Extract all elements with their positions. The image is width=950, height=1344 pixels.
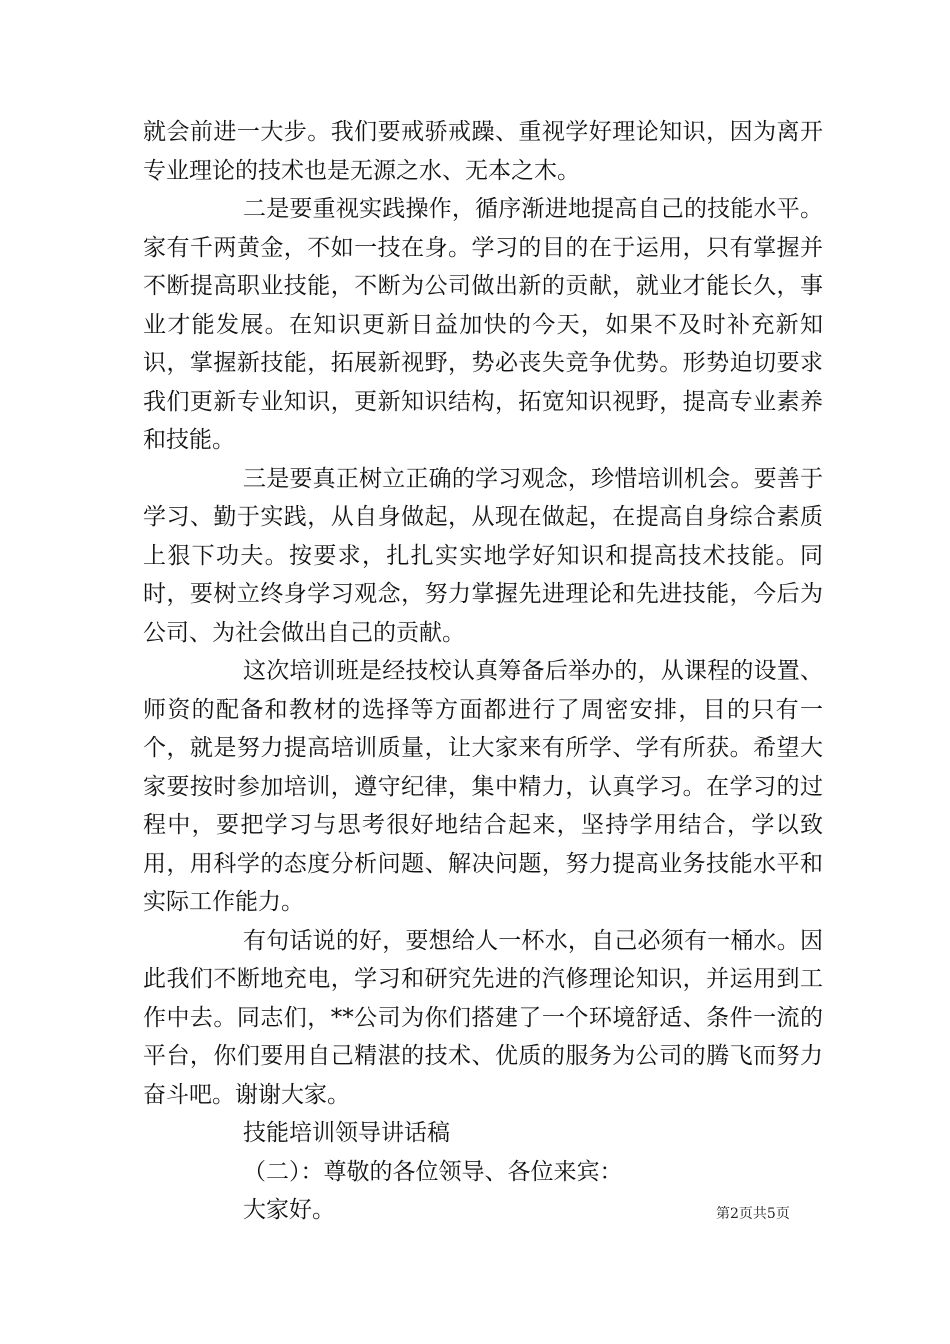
paragraph-continuation: 就会前进一大步。我们要戒骄戒躁、重视学好理论知识，因为离开专业理论的技术也是无源之水、无本之木。 (143, 119, 823, 184)
paragraph-training-class: 这次培训班是经技校认真筹备后举办的，从课程的设置、师资的配备和教材的选择等方面都进行了周密安排，目的只有一个，就是努力提高培训质量，让大家来有所学、学有所获。希望大家要按时参加培训，遵守纪律，集中精力，认真学习。在学习的过程中，要把学习与思考很好地结合起来，坚持学用结合，学以致用，用科学的态度分析问题、解决问题，努力提高业务技能水平和实际工作能力。 (143, 658, 823, 915)
page-number-footer: 第2页共5页 (716, 1206, 790, 1222)
paragraph-closing: 有句话说的好，要想给人一杯水，自己必须有一桶水。因此我们不断地充电，学习和研究先进的汽修理论知识，并运用到工作中去。同志们，**公司为你们搭建了一个环境舒适、条件一流的平台，你们要用自己精湛的技术、优质的服务为公司的腾飞而努力奋斗吧。谢谢大家。 (143, 927, 823, 1108)
document-body (143, 113, 823, 1230)
paragraph-learning-attitude: 三是要真正树立正确的学习观念，珍惜培训机会。要善于学习、勤于实践，从自身做起，从现在做起，在提高自身综合素质上狠下功夫。按要求，扎扎实实地学好知识和提高技术技能。同时，要树立终身学习观念，努力掌握先进理论和先进技能，今后为公司、为社会做出自己的贡献。 (143, 465, 823, 646)
salutation: （二）：尊敬的各位领导、各位来宾： (243, 1158, 623, 1185)
greeting: 大家好。 (243, 1197, 335, 1223)
paragraph-practice: 二是要重视实践操作，循序渐进地提高自己的技能水平。家有千两黄金，不如一技在身。学习的目的在于运用，只有掌握并不断提高职业技能，不断为公司做出新的贡献，就业才能长久，事业才能发展。在知识更新日益加快的今天，如果不及时补充新知识，掌握新技能，拓展新视野，势必丧失竞争优势。形势迫切要求我们更新专业知识，更新知识结构，拓宽知识视野，提高专业素养和技能。 (143, 196, 823, 453)
section-title: 技能培训领导讲话稿 (243, 1120, 450, 1146)
